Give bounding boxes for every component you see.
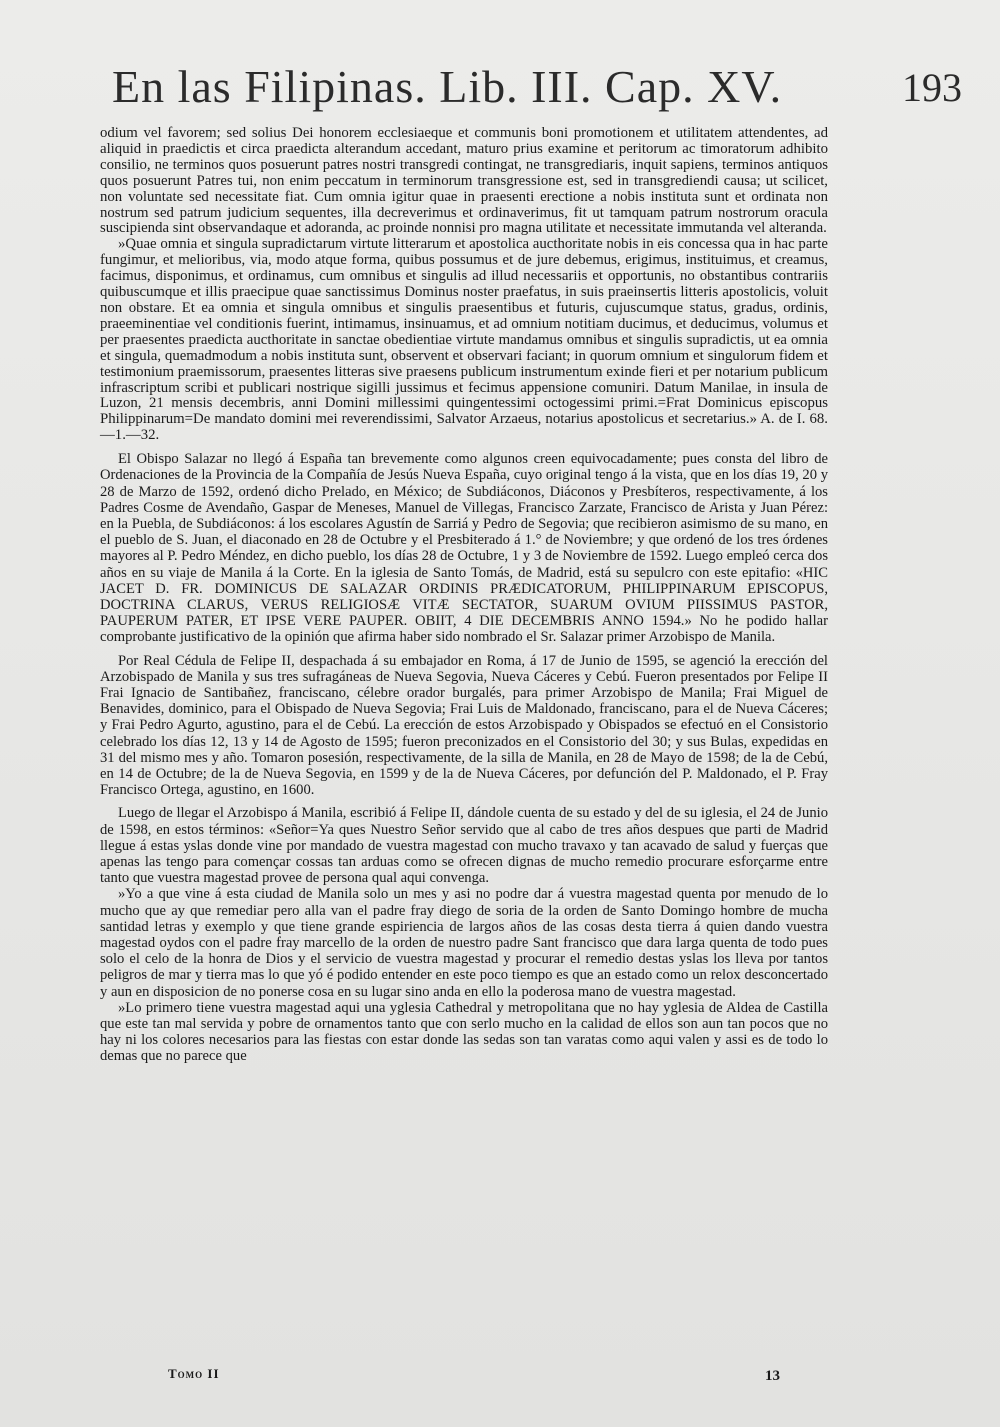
paragraph-letter-intro: Luego de llegar el Arzobispo á Manila, escribió á Felipe II, dándole cuenta de su estado y del de su iglesia, el 24 de Junio de 1598, en estos términos: «Señor=Ya ques Nuestro Señor servido que al cabo de tres años despues que parti de Madrid llegue á estas yslas donde vine por mandado de vuestra magestad con mucho travaxo y tan acavado de salud y fuerças que apenas las tengo para començar cossas tan arduas como se ofrecen dignas de mucho remedio procurare esforçarme entre tanto que vuestra magestad provee de persona qual aqui convenga. [100,805,828,887]
paragraph-letter-2: »Yo a que vine á esta ciudad de Manila solo un mes y asi no podre dar á vuestra magestad quenta por menudo de lo mucho que ay que remediar pero alla van el padre fray diego de soria de la orden de Santo Domingo hombre de mucha santidad letras y exemplo y que tiene grande espiriencia de largos años de las cosas desta tierra á quien dando vuestra magestad oydos con el padre fray marcello de la orden de nuestro padre Sant francisco que dara larga quenta de todo pues solo el celo de la honra de Dios y el servicio de vuestra magestad y procurar el remedio destas yslas los lleva por tantos peligros de mar y tierra mas lo que yó é podido entender en este poco tiempo es que an estado como un relox desconcertado y aun en disposicion de no ponerse cosa en su lugar sino anda en ello la poderosa mano de vuestra magestad. [100,886,828,1000]
page-number: 193 [902,65,962,110]
paragraph-salazar: El Obispo Salazar no llegó á España tan brevemente como algunos creen equivocadamente; pues consta del libro de Ordenaciones de la Provincia de la Compañía de Jesús Nueva España, cuyo original tengo á la vista, que en los días 19, 20 y 28 de Marzo de 1592, ordenó dicho Prelado, en México; de Subdiáconos, Diáconos y Presbíteros, respectivamente, á los Padres Cosme de Avendaño, Gaspar de Meneses, Manuel de Villegas, Francisco Zarzate, Francisco de Arista y Juan Pérez: en la Puebla, de Subdiáconos: á los escolares Agustín de Sarriá y Pedro de Segovia; que recibieron asimismo de su mano, en el pueblo de S. Juan, el diaconado en 28 de Octubre y el Presbiterado á 1.° de Noviembre; y que ordenó de los tres órdenes mayores al P. Pedro Méndez, en dicho pueblo, los días 28 de Octubre, 1 y 3 de Noviembre de 1592. Luego empleó cerca dos años en su viaje de Manila á la Corte. En la iglesia de Santo Tomás, de Madrid, está su sepulcro con este epitafio: «HIC JACET D. FR. DOMINICUS DE SALAZAR ORDINIS PRÆDICATORUM, PHILIPPINARUM EPISCOPUS, DOCTRINA CLARUS, VERUS RELIGIOSÆ VITÆ SECTATOR, SUARUM OVIUM PIISSIMUS PASTOR, PAUPERUM PATER, ET IPSE VERE PAUPER. OBIIT, 4 DIE DECEMBRIS ANNO 1594.» No he podido hallar comprobante justificativo de la opinión que afirma haber sido nombrado el Sr. Salazar primer Arzobispo de Manila. [100,451,828,646]
page-footer [168,1366,780,1390]
page-body [100,126,828,1065]
page-header [112,60,962,124]
running-title: En las Filipinas. Lib. III. Cap. XV. [112,61,783,112]
paragraph-real-cedula: Por Real Cédula de Felipe II, despachada á su embajador en Roma, á 17 de Junio de 1595, se agenció la erección del Arzobispado de Manila y sus tres sufragáneas de Nueva Segovia, Nueva Cáceres y Cebú. Fueron presentados por Felipe II Frai Ignacio de Santibañez, franciscano, célebre orador burgalés, para primer Arzobispo de Manila; Frai Miguel de Benavides, dominico, para el Obispado de Nueva Segovia; Frai Luis de Maldonado, franciscano, para el de Nueva Cáceres; y Frai Pedro Agurto, agustino, para el de Cebú. La erección de estos Arzobispado y Obispados se efectuó en el Consistorio celebrado los días 12, 13 y 14 de Agosto de 1595; fueron preconizados en el Consistorio del 30; y sus Bulas, expedidas en 31 del mismo mes y año. Tomaron posesión, respectivamente, de la silla de Manila, en 28 de Mayo de 1598; de la de Cebú, en 14 de Octubre; de la de Nueva Segovia, en 1599 y de la de Nueva Cáceres, por defunción del P. Maldonado, el P. Fray Francisco Ortega, agustino, en 1600. [100,652,828,799]
paragraph-letter-3: »Lo primero tiene vuestra magestad aqui una yglesia Cathedral y metropolitana que no hay yglesia de Aldea de Castilla que este tan mal servida y pobre de ornamentos tanto que con serlo mucho en la calidad de ellos son aun tan pocos que no hay ni los colores necesarios para las fiestas con estar donde las sedas son tan varatas como aqui valen y assi es de todo lo demas que no parece que [100,999,828,1065]
volume-label: Tomo II [168,1366,220,1381]
signature-mark: 13 [765,1368,780,1384]
latin-paragraph-2: »Quae omnia et singula supradictarum virtute litterarum et apostolica aucthoritate nobis in eis concessa qua in hac parte fungimur, et melioribus, via, modo atque forma, quibus possumus et de jure debemus, erigimus, instituimus, et creamus, facimus, disponimus, et ordinamus, cum omnibus et singulis ad illud necessariis et opportunis, no obstantibus contrariis quibuscumque et illis praecipue quae sanctissimus Dominus noster praefatus, in suis praeinsertis litteris apostolicis, voluit non obstare. Et ea omnia et singula omnibus et singulis praesentibus et futuris, cujuscumque status, gradus, ordinis, praeeminentiae vel conditionis fuerint, intimamus, insinuamus, et ad omnium notitiam ducimus, et deducimus, volumus et per praesentes praedicta aucthoritate in sanctae obedientiae virtute mandamus omnibus et singulis supradictis, ut ea omnia et singula, quemadmodum a nobis instituta sunt, observent et observari faciant; in quorum omnium et singulorum fidem et testimonium praemissorum, praesentes litteras sive praesens publicum instrumentum exinde fieri et per notarium publicum infrascriptum scribi et publicari nostrique sigilli jussimus et fecimus appensione comuniri. Datum Manilae, in insula de Luzon, 21 mensis decembris, anni Domini millessimi quingentessimi octogessimi primi.=Frat Dominicus episcopus Philippinarum=De mandato domini mei reverendissimi, Salvator Arzaeus, notarius apostolicus et secretarius.» A. de I. 68.—1.—32. [100,236,828,444]
latin-paragraph-1: odium vel favorem; sed solius Dei honorem ecclesiaeque et communis boni promotionem et utilitatem attendentes, ad aliquid in praedictis et circa praedicta alterandum accedant, maturo prius examine et peritorum ac timoratorum adhibito consilio, ne terminos quos posuerunt patres nostri transgredi contingat, ne transgrediaris, inquit sapiens, terminos antiquos quos posuerunt Patres tui, non enim peccatum in terminorum transgressione est, sed in transgrediendi causa; ut scilicet, non voluntate sed necessitate fiat. Cum omnia igitur quae in praesenti erectione a nobis instituta sunt et ordinata non nostrum sed patrum judicium sequentes, illa decreverimus et ordinaverimus, fit ut tamquam patrum nostrorum oracula suscipienda sint observandaque et adoranda, ac proinde nonnisi pro magna utilitate et necessitate immutanda vel alteranda. [100,125,828,237]
